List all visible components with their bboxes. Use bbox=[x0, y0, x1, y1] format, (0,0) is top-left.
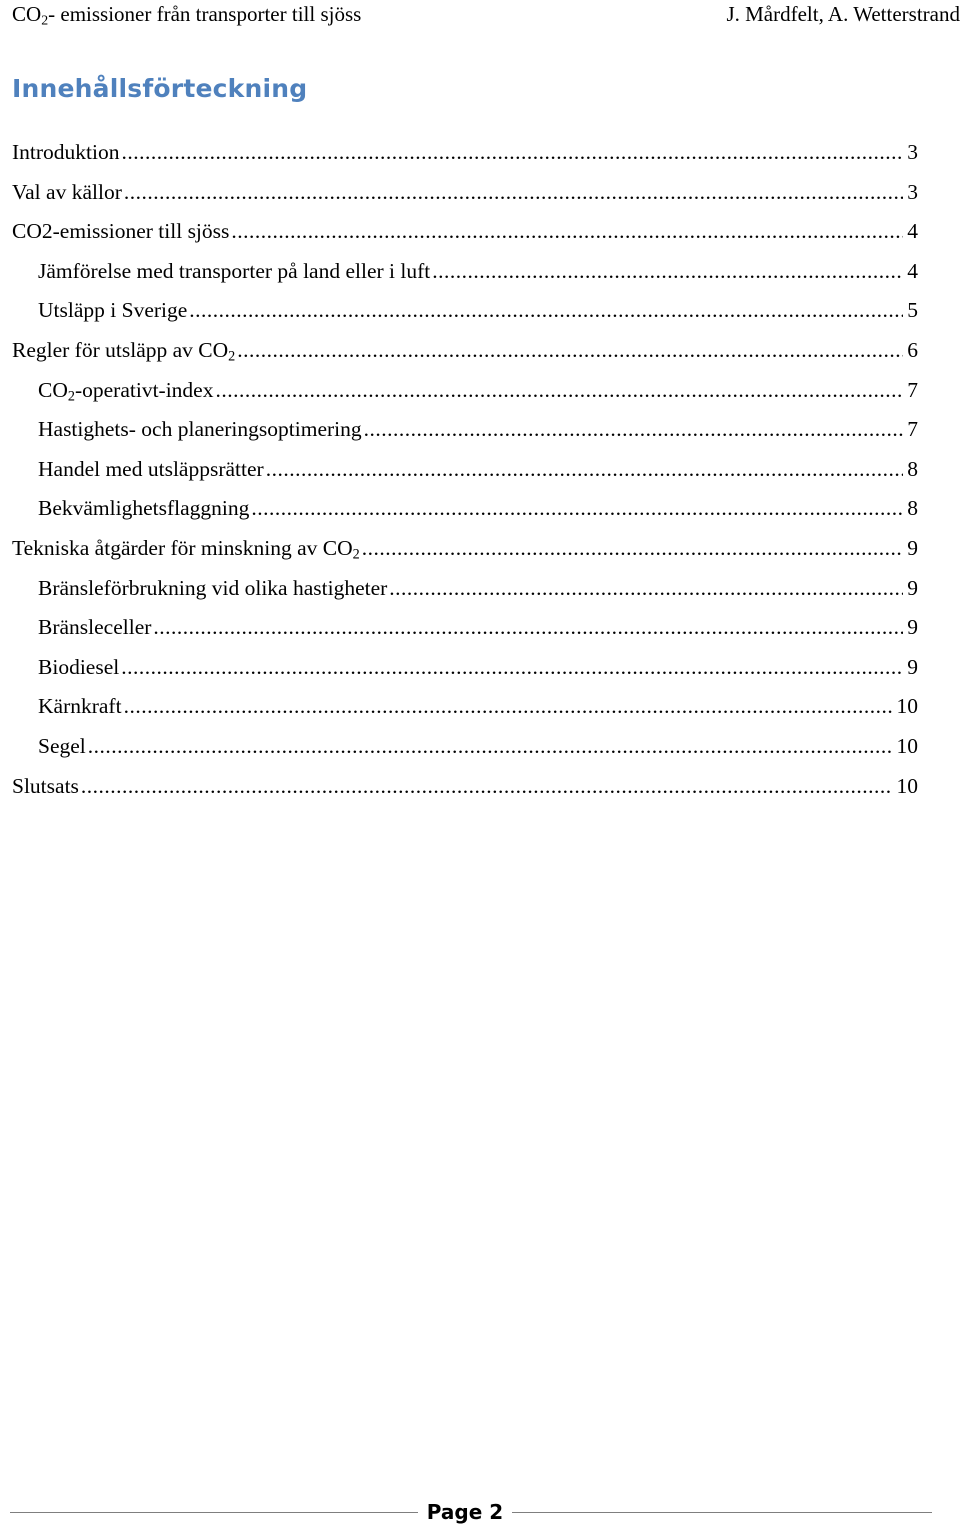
title-subscript: 2 bbox=[41, 12, 49, 28]
toc-dot-leader bbox=[389, 573, 903, 603]
toc-dot-leader bbox=[121, 652, 903, 682]
toc-entry[interactable] bbox=[12, 137, 918, 177]
toc-entry-text: Bekvämlighetsflaggning bbox=[38, 496, 250, 521]
toc-page-number: 10 bbox=[896, 773, 918, 798]
title-suffix: - emissioner från transporter till sjöss bbox=[48, 2, 362, 26]
toc-entry-subscript: 2 bbox=[228, 348, 236, 365]
toc-dot-leader bbox=[432, 256, 903, 286]
toc-page-number: 10 bbox=[896, 733, 918, 758]
toc-entry-text: CO bbox=[38, 377, 68, 402]
toc-entry-text: Hastighets- och planeringsoptimering bbox=[38, 417, 362, 442]
toc-dot-leader bbox=[189, 295, 903, 325]
toc-dot-leader bbox=[88, 731, 893, 761]
toc-page-number: 6 bbox=[907, 337, 918, 362]
toc-entry[interactable] bbox=[12, 454, 918, 494]
toc-entry-text: Segel bbox=[38, 733, 86, 758]
toc-dot-leader bbox=[124, 691, 893, 721]
toc-entry[interactable] bbox=[12, 375, 918, 415]
toc-dot-leader bbox=[231, 216, 903, 246]
toc-heading: Innehållsförteckning bbox=[12, 74, 308, 103]
toc-page-number: 8 bbox=[907, 456, 918, 481]
toc-entry-title bbox=[38, 454, 264, 484]
toc-entry-subscript: 2 bbox=[67, 388, 75, 405]
toc-page-number: 4 bbox=[907, 258, 918, 283]
toc-entry-title bbox=[38, 256, 430, 286]
toc-dot-leader bbox=[266, 454, 904, 484]
toc-dot-leader bbox=[81, 771, 893, 801]
toc-entry-title bbox=[38, 414, 362, 444]
toc-page-number: 3 bbox=[907, 179, 918, 204]
toc-page-number: 10 bbox=[896, 694, 918, 719]
toc-dot-leader bbox=[251, 493, 903, 523]
toc-entry-text: Regler för utsläpp av CO bbox=[12, 337, 229, 362]
toc-entry-title bbox=[38, 731, 86, 761]
toc-entry-title bbox=[38, 375, 213, 405]
toc-entry-title bbox=[38, 573, 387, 603]
toc-entry[interactable] bbox=[12, 731, 918, 771]
toc-entry[interactable] bbox=[12, 177, 918, 217]
footer-rule-right bbox=[512, 1512, 932, 1513]
toc-entry[interactable] bbox=[12, 771, 918, 811]
toc-entry-title bbox=[38, 295, 187, 325]
toc-entry[interactable] bbox=[12, 295, 918, 335]
toc-entry-title bbox=[12, 335, 235, 365]
toc-entry-title bbox=[12, 533, 360, 563]
toc-entry-title bbox=[12, 177, 122, 207]
toc-page-number: 7 bbox=[907, 377, 918, 402]
toc-page-number: 4 bbox=[907, 219, 918, 244]
toc-page-number: 9 bbox=[907, 615, 918, 640]
toc-entry-text: Handel med utsläppsrätter bbox=[38, 456, 264, 481]
document-authors: J. Mårdfelt, A. Wetterstrand bbox=[726, 2, 960, 26]
page-footer bbox=[0, 1496, 960, 1530]
toc-entry-title bbox=[12, 771, 79, 801]
toc-dot-leader bbox=[362, 533, 904, 563]
toc-entry-title bbox=[12, 216, 229, 246]
page-number-label: Page 2 bbox=[426, 1500, 504, 1524]
toc-page-number: 7 bbox=[907, 417, 918, 442]
toc-entry-title bbox=[38, 612, 151, 642]
toc-dot-leader bbox=[364, 414, 904, 444]
toc-entry-text: Introduktion bbox=[12, 140, 120, 164]
toc-page-number: 8 bbox=[907, 496, 918, 521]
page-header bbox=[12, 0, 960, 30]
toc-dot-leader bbox=[122, 137, 904, 167]
toc-entry-title bbox=[38, 691, 122, 721]
toc-entry-text: Bränsleceller bbox=[38, 615, 152, 640]
toc-dot-leader bbox=[124, 177, 903, 207]
toc-entry-text: Tekniska åtgärder för minskning av CO bbox=[12, 535, 353, 560]
toc-entry[interactable] bbox=[12, 652, 918, 692]
toc-entry-text: Utsläpp i Sverige bbox=[38, 298, 188, 323]
toc-entry[interactable] bbox=[12, 573, 918, 613]
toc-entry[interactable] bbox=[12, 691, 918, 731]
toc-dot-leader bbox=[237, 335, 903, 365]
toc-entry-text: Biodiesel bbox=[38, 654, 120, 679]
toc-entry[interactable] bbox=[12, 612, 918, 652]
title-prefix: CO bbox=[12, 2, 42, 26]
toc-page-number: 9 bbox=[907, 535, 918, 560]
toc-entry-text-suffix: -operativt-index bbox=[74, 377, 214, 402]
document-title bbox=[12, 0, 361, 30]
footer-rule-left bbox=[10, 1512, 418, 1513]
toc-entry[interactable] bbox=[12, 216, 918, 256]
toc-entry[interactable] bbox=[12, 256, 918, 296]
toc-entry[interactable] bbox=[12, 493, 918, 533]
toc-page-number: 5 bbox=[907, 298, 918, 323]
toc-entry-text: Slutsats bbox=[12, 773, 79, 798]
toc-entry-title bbox=[38, 493, 249, 523]
toc-page-number: 9 bbox=[907, 575, 918, 600]
toc-entry-text: Jämförelse med transporter på land eller i luft bbox=[38, 258, 431, 283]
toc-entry[interactable] bbox=[12, 335, 918, 375]
toc-dot-leader bbox=[153, 612, 903, 642]
toc-dot-leader bbox=[215, 375, 903, 405]
toc-entry-subscript: 2 bbox=[352, 546, 360, 563]
toc-entry[interactable] bbox=[12, 533, 918, 573]
toc-entry-text: Kärnkraft bbox=[38, 694, 122, 719]
toc-entry-title bbox=[12, 137, 120, 167]
toc-page-number: 3 bbox=[907, 140, 918, 164]
toc-entry[interactable] bbox=[12, 414, 918, 454]
toc-page-number: 9 bbox=[907, 654, 918, 679]
toc-entry-title bbox=[38, 652, 119, 682]
toc-entry-text: Bränsleförbrukning vid olika hastigheter bbox=[38, 575, 388, 600]
table-of-contents bbox=[12, 137, 918, 810]
toc-entry-text: CO2-emissioner till sjöss bbox=[12, 219, 230, 244]
toc-entry-text: Val av källor bbox=[12, 179, 122, 204]
